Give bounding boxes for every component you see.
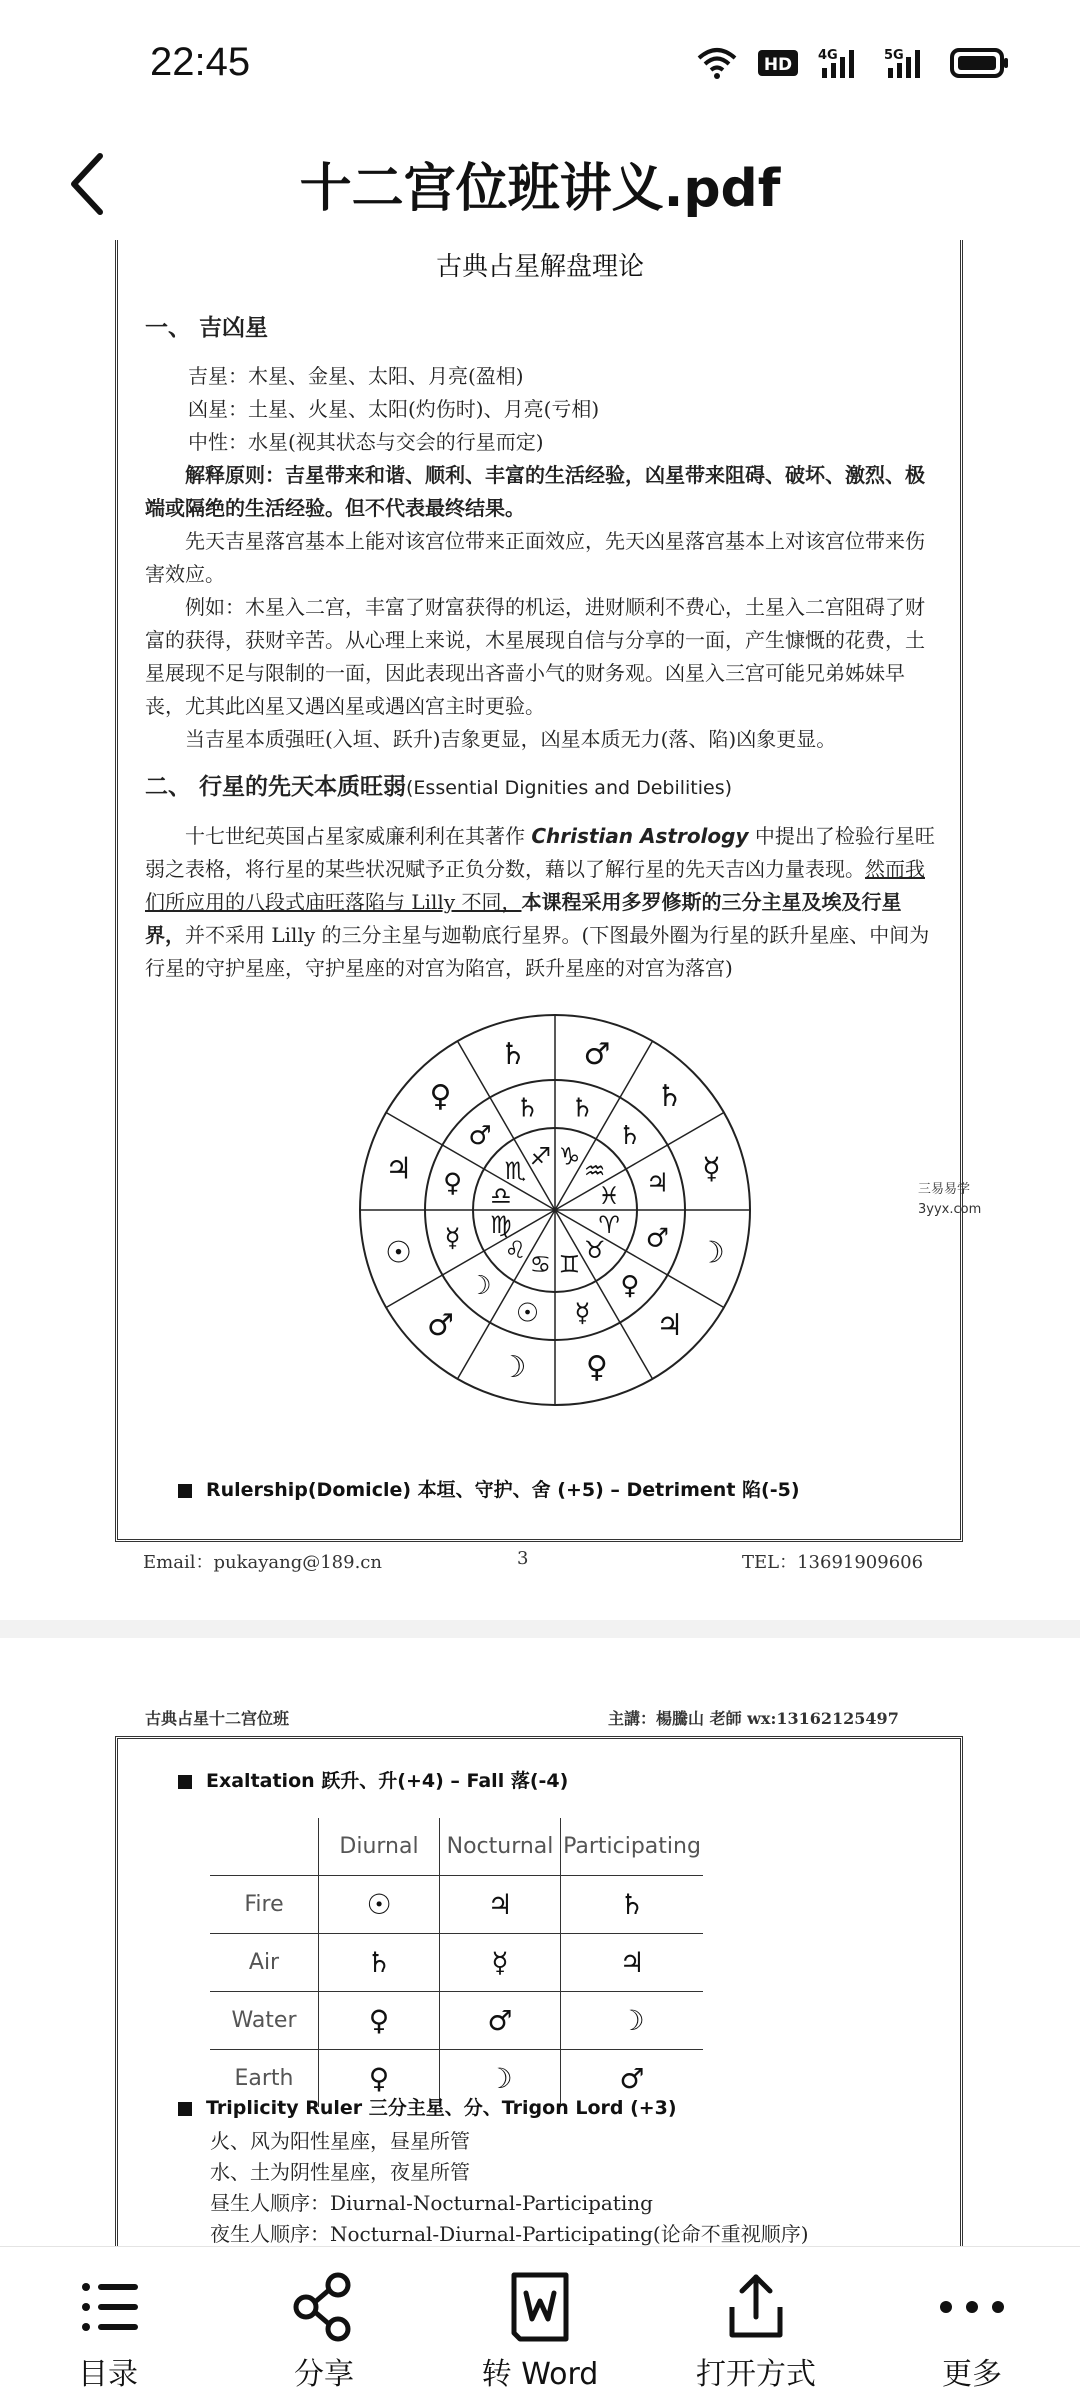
exaltation-line [178, 1766, 568, 1793]
section-heading-en: (Essential Dignities and Debilities) [406, 777, 733, 799]
bullet-icon [178, 1484, 192, 1498]
table-row [210, 1934, 703, 1992]
paragraph: 先天吉星落宫基本上能对该宫位带来正面效应，先天凶星落宫基本上对该宫位带来伤害效应。 [145, 529, 925, 586]
table-cell: Earth [210, 2050, 319, 2108]
table-cell: ☿ [440, 1934, 561, 1992]
wheel-sign-glyph: ♉ [583, 1235, 606, 1264]
upload-icon [716, 2267, 796, 2347]
pdf-viewer[interactable] [0, 240, 1080, 2246]
wheel-outer-glyph: ☉ [385, 1235, 412, 1271]
table-cell: ☉ [319, 1876, 440, 1934]
watermark-text: 三易易学 [918, 1182, 971, 1197]
rulership-text: Rulership(Domicle) 本垣、守护、舍 (+5) – Detriment 陷(-5) [206, 1479, 800, 1501]
table-header-row [210, 1818, 703, 1876]
table-row [210, 1992, 703, 2050]
wheel-middle-glyph: ☽ [468, 1271, 492, 1302]
signal-5g-icon [884, 46, 930, 80]
table-cell: ☽ [561, 1992, 704, 2050]
wheel-sign-glyph: ♊ [558, 1250, 581, 1279]
wheel-middle-glyph: ☉ [515, 1298, 540, 1329]
table-header-cell: Participating [561, 1818, 704, 1876]
watermark-url: 3yyx.com [918, 1202, 982, 1217]
body-text [145, 820, 935, 985]
toolbar-open-with-button[interactable] [656, 2247, 856, 2401]
table-cell: ♃ [440, 1876, 561, 1934]
text-run: 十七世纪英国占星家威廉利利在其著作 [185, 824, 525, 848]
wheel-sign-glyph: ♋ [529, 1250, 552, 1279]
table-cell: ♂ [619, 2062, 645, 2095]
section-heading [145, 771, 732, 805]
wheel-outer-glyph: ☿ [702, 1151, 721, 1187]
table-cell: Water [210, 1992, 319, 2050]
status-bar [0, 0, 1080, 130]
table-header-cell [210, 1818, 319, 1876]
status-time: 22:45 [150, 40, 251, 84]
bullet-icon [178, 2102, 192, 2116]
list-item: 水、土为阴性星座，夜星所管 [210, 2160, 470, 2184]
footer-tel: TEL：13691909606 [742, 1552, 924, 1573]
pdf-page-3 [0, 240, 1080, 1620]
text-run: 中提出了检验行星旺弱之表格，将行星的某些状况赋予正负分数，藉以了解行星的先天吉凶力量表现。 [145, 824, 935, 881]
table-cell: ♃ [561, 1934, 704, 1992]
page-header-right: 主講：楊騰山 老師 wx:13162125497 [608, 1709, 899, 1728]
wheel-middle-glyph: ♃ [645, 1168, 670, 1199]
table-cell: ♂ [440, 1992, 561, 2050]
table-cell: Air [210, 1934, 319, 1992]
triplicity-notes [210, 2126, 930, 2246]
wheel-sign-glyph: ♎ [490, 1181, 512, 1210]
share-icon [284, 2267, 364, 2347]
triplicity-table [210, 1818, 703, 2107]
wheel-sign-glyph: ♐ [529, 1142, 552, 1171]
triplicity-text: Triplicity Ruler 三分主星、分、Trigon Lord (+3) [206, 2097, 677, 2119]
wheel-sign-glyph: ♒ [583, 1156, 606, 1185]
nav-bar [0, 130, 1080, 241]
page-heading: 古典占星解盘理论 [435, 252, 644, 282]
list-item: 夜生人顺序：Nocturnal-Diurnal-Participating(论命不重视顺序) [210, 2222, 809, 2246]
signal-4g-icon [818, 46, 864, 80]
battery-icon [950, 47, 1010, 79]
pdf-page-4 [0, 1638, 1080, 2246]
wheel-outer-glyph: ♀ [429, 1078, 452, 1114]
list-item: 吉星：木星、金星、太阳、月亮(盈相) [188, 364, 524, 388]
wheel-outer-glyph: ♂ [426, 1308, 454, 1344]
net1-label: 4G [818, 48, 838, 63]
wheel-sign-glyph: ♑ [558, 1142, 581, 1171]
status-icons [696, 46, 1010, 80]
body-text [145, 459, 935, 756]
toolbar-more-button[interactable] [872, 2247, 1072, 2401]
wheel-sign-glyph: ♌ [504, 1235, 527, 1264]
list-icon [68, 2267, 148, 2347]
wheel-outer-glyph: ♂ [583, 1037, 611, 1073]
exaltation-text: Exaltation 跃升、升(+4) – Fall 落(-4) [206, 1770, 569, 1792]
table-row [210, 1876, 703, 1934]
bullet-icon [178, 1775, 192, 1789]
wheel-middle-glyph: ♄ [570, 1093, 595, 1124]
list-item: 昼生人顺序：Diurnal-Nocturnal-Participating [210, 2191, 653, 2215]
table-cell: ♄ [561, 1876, 704, 1934]
toolbar-contents-button[interactable] [8, 2247, 208, 2401]
paragraph: 当吉星本质强旺(入垣、跃升)吉象更显，凶星本质无力(落、陷)凶象更显。 [185, 727, 837, 751]
wheel-middle-glyph: ♀ [620, 1271, 640, 1302]
hd-label: HD [763, 55, 793, 75]
net2-label: 5G [884, 48, 904, 63]
paragraph: 例如：木星入二宫，丰富了财富获得的机运，进财顺利不费心，土星入二宫阻碍了财富的获得，获财辛苦。从心理上来说，木星展现自信与分享的一面，产生慷慨的花费，土星展现不足与限制的一面，因此表现出吝啬小气的财务观。凶星入三宫可能兄弟姊妹早丧，尤其此凶星又遇凶星或遇凶宫主时更验。 [145, 595, 925, 718]
star-list [188, 360, 938, 459]
text-run: 然而我们所应用的八段式庙旺落陷与 Lilly 不同， [145, 857, 925, 914]
triplicity-line [178, 2093, 677, 2120]
text-run: 并不采用 Lilly 的三分主星与迦勒底行星界。(下图最外圈为行星的跃升星座、中间为行星的守护星座，守护星座的对宫为陷宫，跃升星座的对宫为落宫) [145, 923, 930, 980]
document-title: 十二宫位班讲义.pdf [299, 159, 781, 219]
text-run: 本课程采用多罗修斯的三分主星及埃及行星界， [145, 890, 902, 947]
watermark [918, 1180, 981, 1220]
wheel-outer-glyph: ♀ [585, 1349, 608, 1385]
toolbar-label: 打开方式 [696, 2357, 816, 2392]
table-header-cell: Nocturnal [440, 1818, 561, 1876]
paragraph [145, 820, 935, 985]
section-heading: 一、 吉凶星 [145, 315, 269, 341]
toolbar-label: 更多 [942, 2357, 1002, 2392]
wheel-middle-glyph: ☿ [444, 1223, 461, 1254]
wheel-middle-glyph: ☿ [574, 1298, 591, 1329]
table-cell: Fire [210, 1876, 319, 1934]
book-title: Christian Astrology [531, 824, 749, 848]
toolbar-share-button[interactable] [224, 2247, 424, 2401]
wheel-outer-glyph: ♃ [656, 1308, 684, 1344]
wheel-outer-glyph: ☽ [499, 1349, 527, 1385]
table-header-cell: Diurnal [319, 1818, 440, 1876]
table-cell: ☽ [440, 2050, 561, 2108]
table-cell: ♀ [319, 1992, 440, 2050]
list-item: 中性：水星(视其状态与交会的行星而定) [188, 430, 544, 454]
toolbar-to-word-button[interactable] [440, 2247, 640, 2401]
page-header-left: 古典占星十二宫位班 [145, 1709, 290, 1728]
table-cell: ♄ [319, 1934, 440, 1992]
wheel-sign-glyph: ♓ [598, 1181, 620, 1210]
hd-icon [758, 48, 798, 78]
wheel-sign-glyph: ♏ [504, 1156, 527, 1185]
list-item: 凶星：土星、火星、太阳(灼伤时)、月亮(亏相) [188, 397, 600, 421]
toolbar-label: 目录 [78, 2357, 138, 2392]
footer-page-number: 3 [517, 1548, 529, 1569]
wheel-sign-glyph: ♍ [490, 1210, 512, 1239]
wheel-sign-glyph: ♈ [598, 1210, 620, 1239]
more-dots-icon [932, 2267, 1012, 2347]
word-document-icon [500, 2267, 580, 2347]
wheel-middle-glyph: ♄ [515, 1093, 540, 1124]
wheel-middle-glyph: ♄ [618, 1121, 642, 1152]
list-item: 火、风为阳性星座，昼星所管 [210, 2129, 470, 2153]
dignity-wheel [355, 1010, 755, 1410]
wheel-outer-glyph: ☽ [698, 1235, 725, 1271]
table-cell: ♀ [319, 2050, 440, 2108]
toolbar-label: 转 Word [481, 2357, 599, 2392]
wheel-outer-glyph: ♃ [385, 1151, 412, 1187]
footer-email: Email：pukayang@189.cn [143, 1552, 382, 1573]
wheel-outer-glyph: ♄ [656, 1078, 684, 1114]
bottom-toolbar [0, 2246, 1080, 2401]
wheel-middle-glyph: ♂ [468, 1121, 492, 1152]
wifi-icon [696, 46, 738, 80]
paragraph: 解释原则：吉星带来和谐、顺利、丰富的生活经验，凶星带来阻碍、破坏、激烈、极端或隔绝的生活经验。但不代表最终结果。 [145, 463, 925, 520]
wheel-outer-glyph: ♄ [499, 1037, 527, 1073]
section-heading-cn: 二、 行星的先天本质旺弱 [145, 774, 407, 800]
rulership-line [178, 1475, 800, 1502]
wheel-middle-glyph: ♀ [443, 1168, 463, 1199]
toolbar-label: 分享 [294, 2357, 354, 2392]
wheel-middle-glyph: ♂ [645, 1223, 670, 1254]
